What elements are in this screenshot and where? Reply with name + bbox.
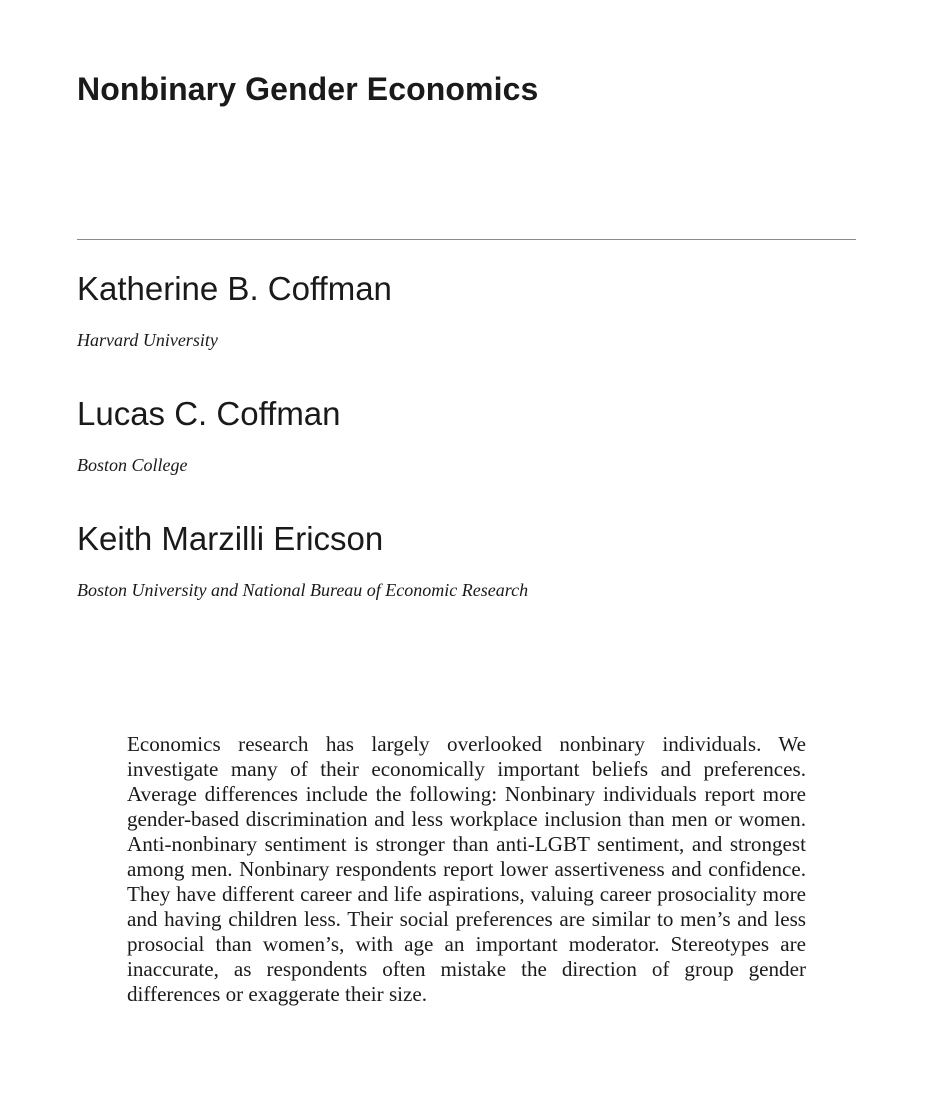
- author-affiliation: Harvard University: [77, 330, 218, 350]
- title-divider: [77, 239, 856, 240]
- abstract-text: Economics research has largely overlooked nonbinary individuals. We investigate many of their economically important beliefs and preferences. Average differences include the following: Nonbinary individuals report more gender-based discrimination and less workplace inclusion than men or women. Anti-nonbinary sentiment is stronger than anti-LGBT sentiment, and strongest among men. Nonbinary respondents report lower assertiveness and confidence. They have different career and life aspirations, valuing career prosociality more and having children less. Their social preferences are similar to men’s and less prosocial than women’s, with age an important moderator. Stereotypes are inaccurate, as respondents often mistake the direction of group gender differences or exaggerate their size.: [127, 732, 806, 1006]
- paper-title: Nonbinary Gender Economics: [77, 71, 539, 107]
- author-affiliation: Boston College: [77, 455, 188, 475]
- author-name: Lucas C. Coffman: [77, 395, 341, 432]
- author-name: Katherine B. Coffman: [77, 270, 392, 307]
- author-name: Keith Marzilli Ericson: [77, 520, 384, 557]
- author-affiliation: Boston University and National Bureau of Economic Research: [77, 580, 529, 600]
